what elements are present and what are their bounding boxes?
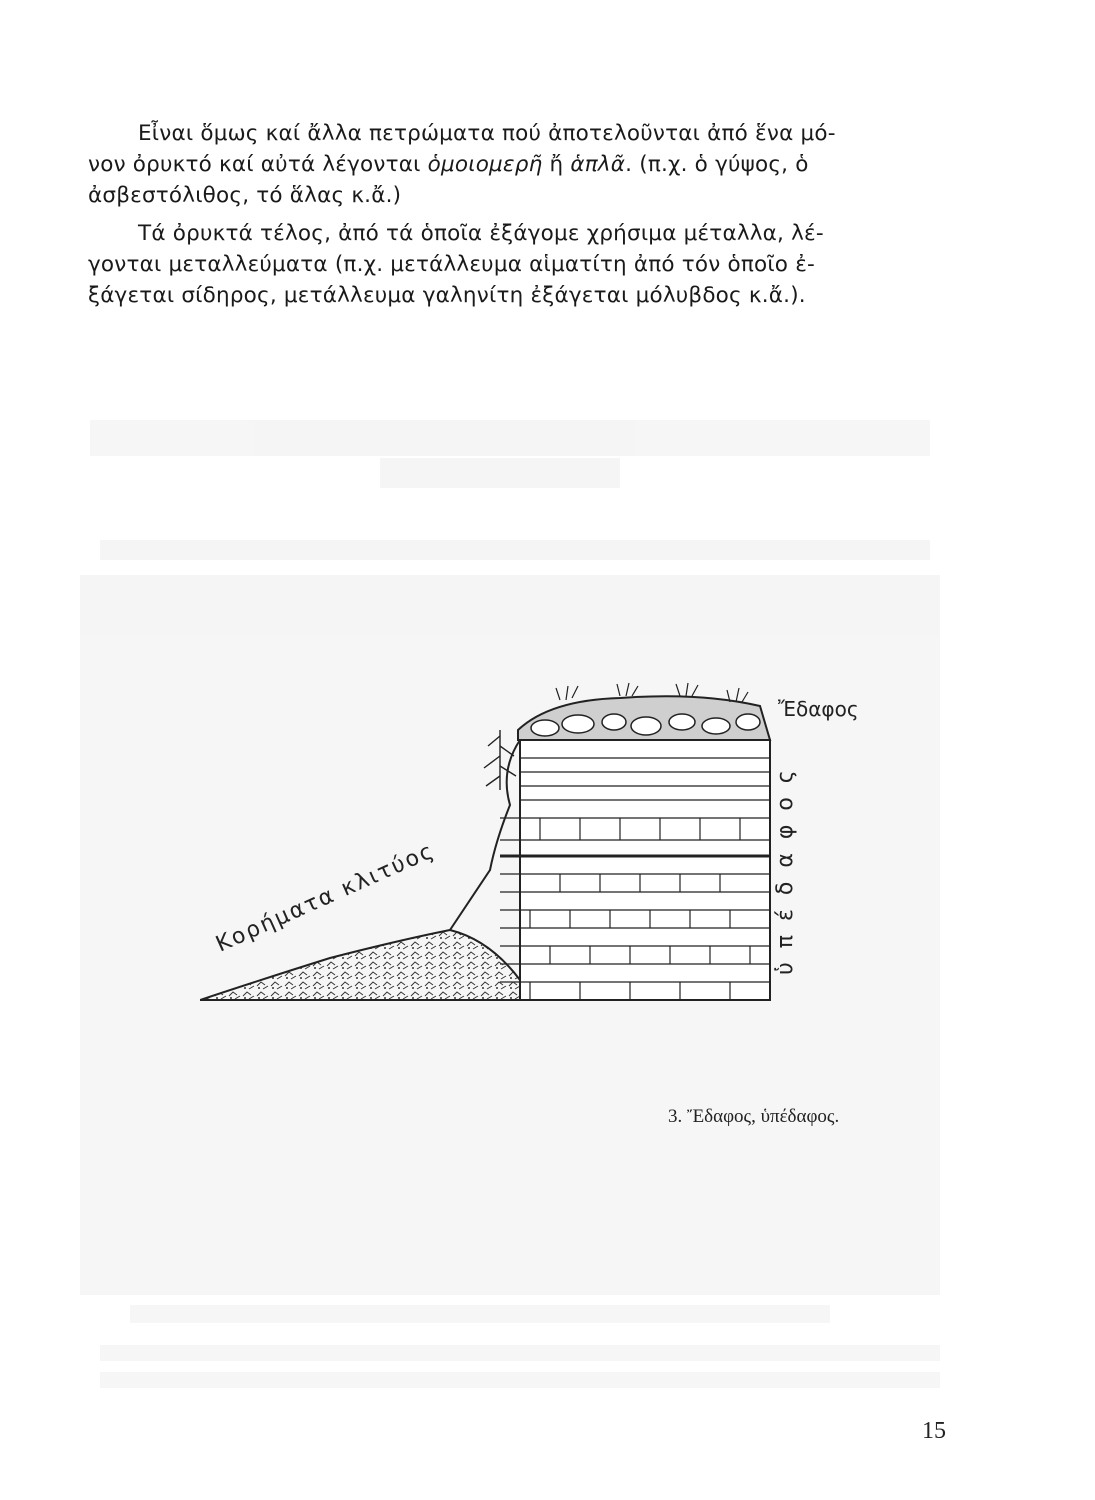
text-line: ξάγεται σίδηρος, μετάλλευμα γαληνίτη ἐξάγεται μόλυβδος κ.ἄ.). xyxy=(88,283,806,308)
bedrock-strata xyxy=(520,740,770,1000)
paragraph-ores xyxy=(88,218,923,311)
text-line: νον ὀρυκτό καί αὐτά λέγονται ὁμοιομερῆ ἤ ἁπλᾶ. (π.χ. ὁ γύψος, ὁ xyxy=(88,152,809,177)
emphasis-term: ὁμοιομερῆ xyxy=(427,152,543,177)
emphasis-term: ἁπλᾶ xyxy=(570,152,626,177)
label-subsoil: ὑπέδαφος xyxy=(773,756,798,975)
text-line: Εἶναι ὅμως καί ἄλλα πετρώματα πού ἀποτελοῦνται ἀπό ἕνα μό- xyxy=(138,121,836,146)
text-line: γονται μεταλλεύματα (π.χ. μετάλλευμα αἱματίτη ἀπό τόν ὁποῖο ἐ- xyxy=(88,252,815,277)
paragraph-simple-rocks xyxy=(88,118,923,211)
label-soil: Ἔδαφος xyxy=(778,697,859,721)
page-number: 15 xyxy=(922,1418,946,1444)
cliff-face xyxy=(450,740,520,930)
label-scree: Κορήματα κλιτύος xyxy=(212,838,439,958)
figure-caption: 3. Ἔδαφος, ὑπέδαφος. xyxy=(668,1106,840,1127)
text-line: ἀσβεστόλιθος, τό ἅλας κ.ἄ.) xyxy=(88,183,402,208)
soil-cross-section-illustration xyxy=(200,640,900,1030)
text-line: Τά ὀρυκτά τέλος, ἀπό τά ὁποῖα ἐξάγομε χρήσιμα μέταλλα, λέ- xyxy=(138,221,824,246)
